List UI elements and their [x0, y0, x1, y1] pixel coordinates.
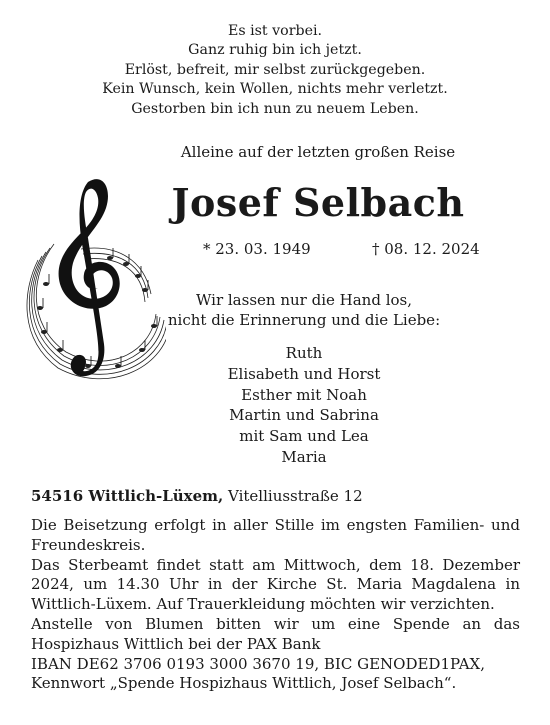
bank-details: IBAN DE62 3706 0193 3000 3670 19, BIC GENODED1PAX, [31, 654, 485, 673]
mourner-name: Elisabeth und Horst [227, 364, 381, 383]
mourning-address [31, 487, 520, 505]
address-city: 54516 Wittlich-Lüxem, [31, 487, 224, 505]
birth-date: * 23. 03. 1949 [203, 240, 311, 258]
burial-note: Die Beisetzung erfolgt in aller Stille im engsten Familien- und Freundeskreis. [31, 516, 520, 554]
mourner-name: Esther mit Noah [241, 385, 367, 404]
poem-line: Ganz ruhig bin ich jetzt. [188, 42, 362, 59]
saying-line: Wir lassen nur die Hand los, [196, 291, 412, 309]
donation-keyword: Kennwort „Spende Hospizhaus Wittlich, Josef Selbach“. [31, 674, 457, 693]
mourner-name: Martin und Sabrina [229, 406, 379, 425]
service-note: Das Sterbeamt findet statt am Mittwoch, dem 18. Dezember 2024, um 14.30 Uhr in der Kirche St. Maria Magdalena in Wittlich-Lüxem. Auf Trauerkleidung möchten wir verzichten. [31, 555, 520, 614]
saying-line: nicht die Erinnerung und die Liebe: [167, 311, 441, 329]
mourner-name: Maria [281, 447, 327, 466]
death-date: † 08. 12. 2024 [372, 240, 480, 258]
address-street: Vitelliusstraße 12 [228, 487, 363, 505]
mourner-name: mit Sam und Lea [239, 427, 369, 446]
poem [0, 22, 550, 119]
journey-line: Alleine auf der letzten großen Reise [180, 143, 456, 161]
poem-line: Erlöst, befreit, mir selbst zurückgegeben. [124, 61, 426, 78]
deceased-name: Josef Selbach [171, 180, 465, 225]
farewell-saying [74, 290, 534, 330]
poem-line: Es ist vorbei. [227, 23, 323, 39]
funeral-information [31, 516, 520, 694]
poem-line: Kein Wunsch, kein Wollen, nichts mehr verletzt. [102, 81, 448, 98]
poem-line: Gestorben bin ich nun zu neuem Leben. [131, 100, 419, 117]
mourner-name: Ruth [285, 344, 323, 362]
mourners-list [74, 343, 534, 468]
donation-note: Anstelle von Blumen bitten wir um eine Spende an das Hospizhaus Wittlich bei der PAX Bank [31, 614, 520, 653]
